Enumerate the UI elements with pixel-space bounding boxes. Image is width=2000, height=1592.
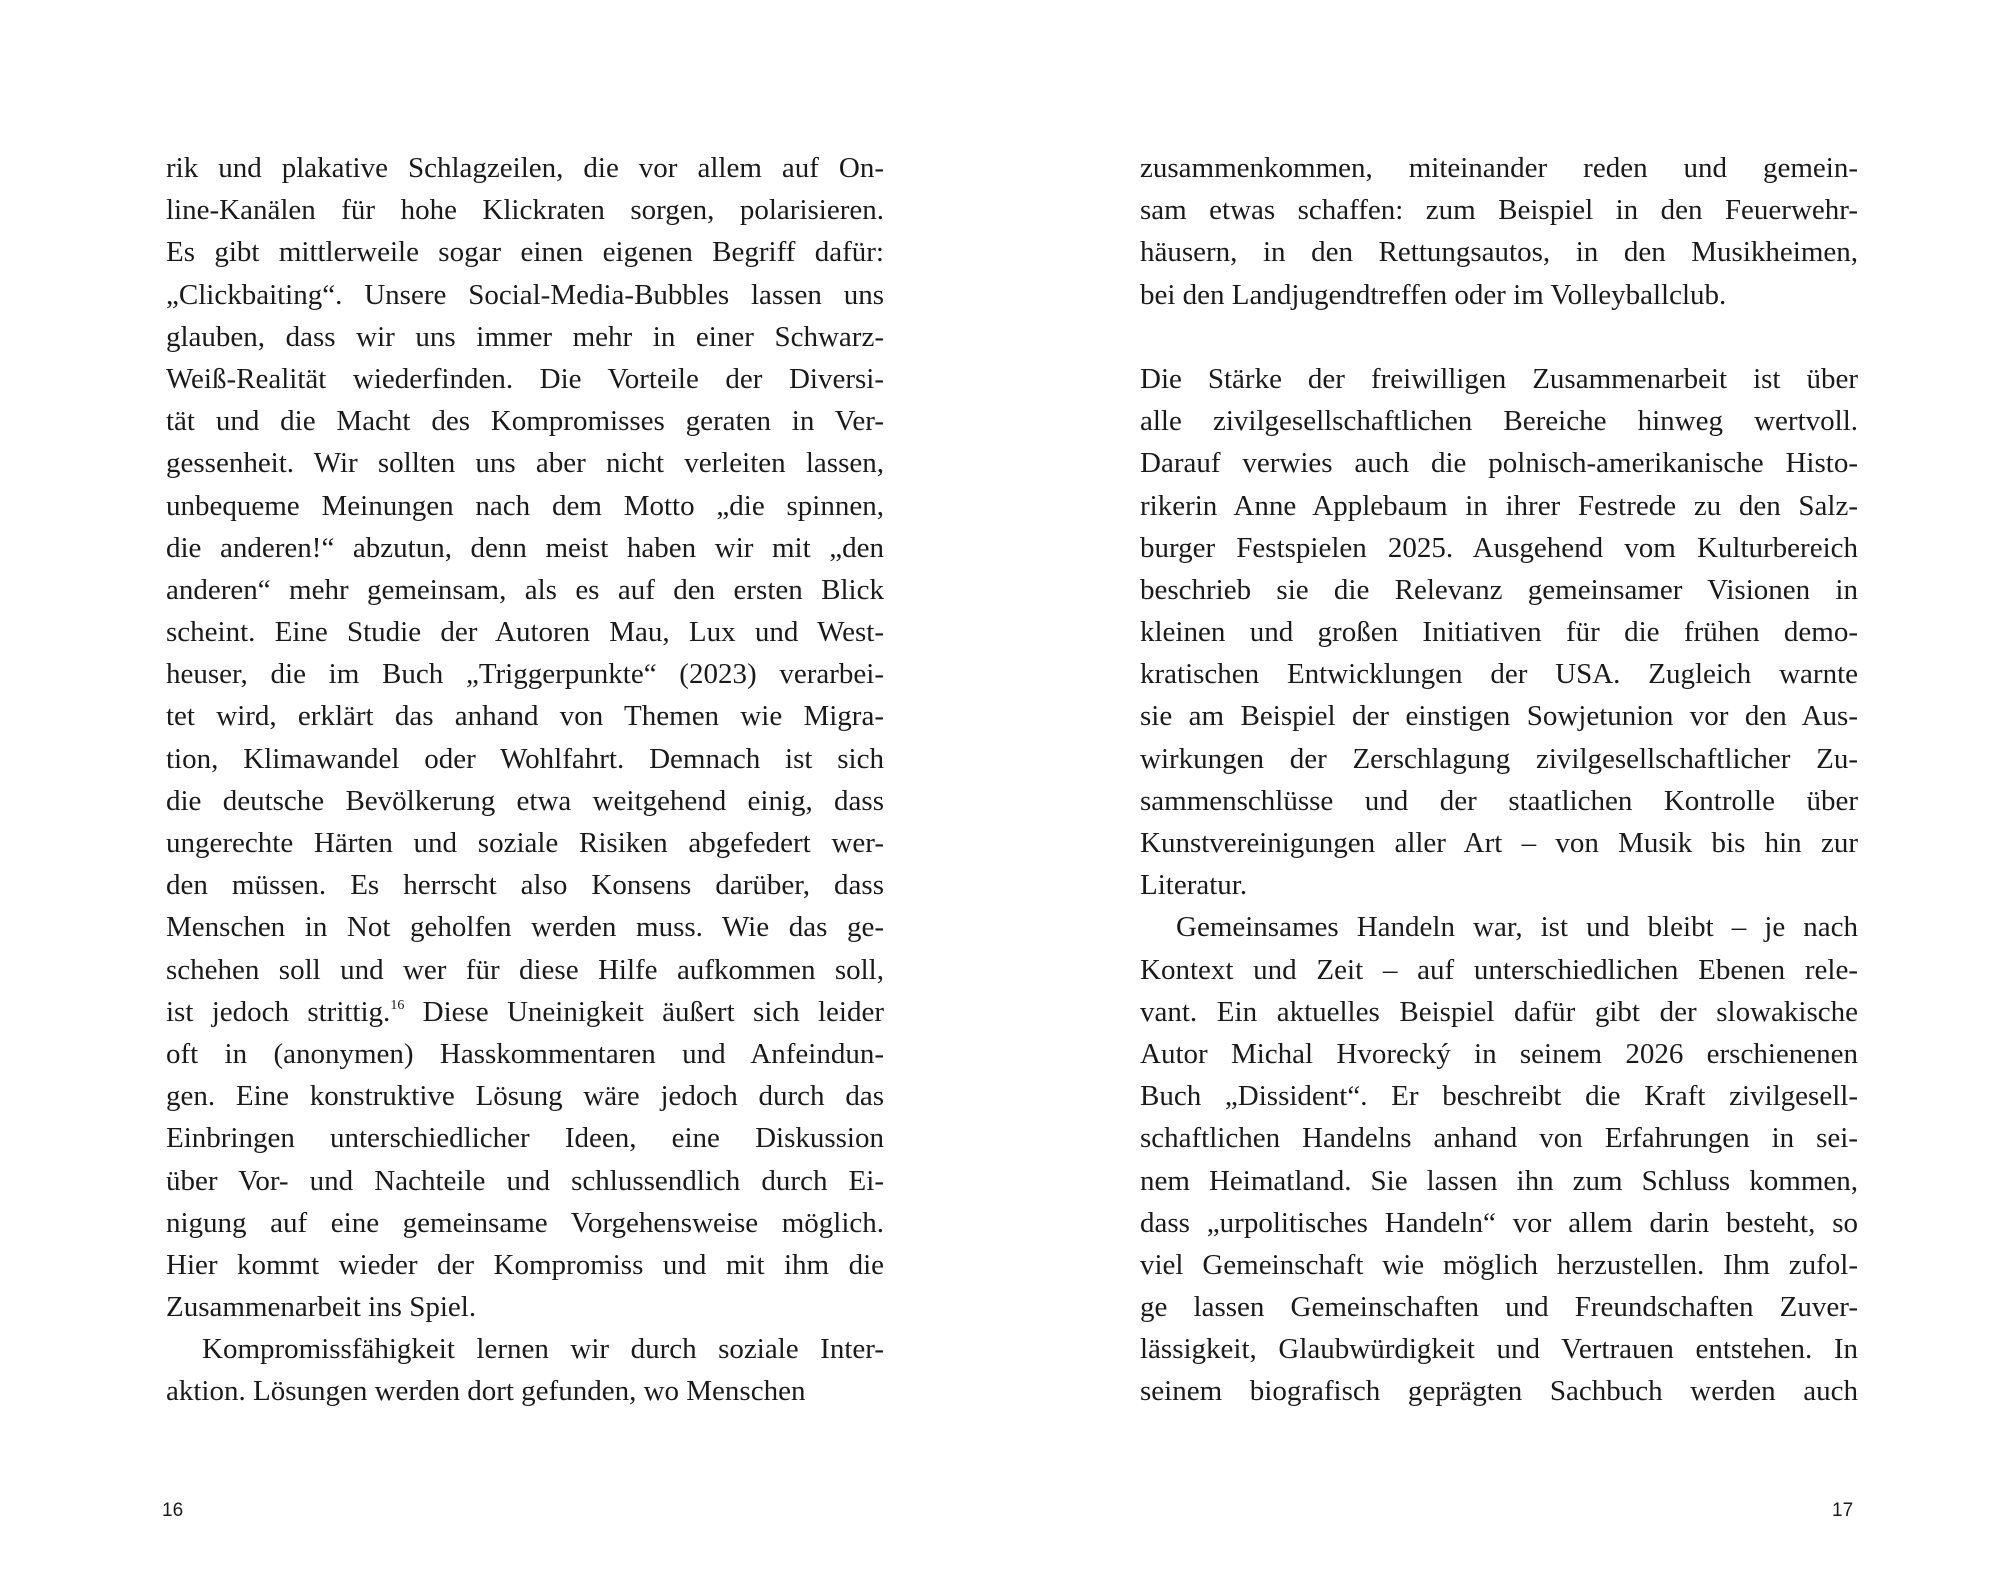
text-line: vant. Ein aktuelles Beispiel dafür gibt der slowakische xyxy=(1140,995,1858,1028)
text-line: Autor Michal Hvorecký in seinem 2026 erschienenen xyxy=(1140,1037,1858,1070)
text-line: Hier kommt wieder der Kompromiss und mit ihm die xyxy=(166,1248,884,1281)
text-line: Es gibt mittlerweile sogar einen eigenen Begriff dafür: xyxy=(166,236,884,269)
text-line: unbequeme Meinungen nach dem Motto „die spinnen, xyxy=(166,489,884,522)
text-line: zusammenkommen, miteinander reden und gemein- xyxy=(1140,152,1858,184)
text-line: häusern, in den Rettungsautos, in den Musikheimen, xyxy=(1140,236,1858,269)
text-line: line-Kanälen für hohe Klickraten sorgen, polarisieren. xyxy=(166,194,884,227)
text-line: kleinen und großen Initiativen für die frühen demo- xyxy=(1140,616,1858,649)
page-number: 16 xyxy=(162,1500,184,1521)
text-line: die deutsche Bevölkerung etwa weitgehend einig, dass xyxy=(166,784,884,817)
text-line: ge lassen Gemeinschaften und Freundschaften Zuver- xyxy=(1140,1291,1858,1324)
text-line: tion, Klimawandel oder Wohlfahrt. Demnach ist sich xyxy=(166,742,884,775)
text-line: alle zivilgesellschaftlichen Bereiche hinweg wertvoll. xyxy=(1140,405,1858,438)
footnote-reference[interactable]: 16 xyxy=(390,997,405,1013)
text-line: Die Stärke der freiwilligen Zusammenarbeit ist über xyxy=(1140,362,1858,395)
text-line: aktion. Lösungen werden dort gefunden, wo Menschen xyxy=(166,1375,806,1408)
text-line: Kontext und Zeit – auf unterschiedlichen Ebenen rele- xyxy=(1140,953,1858,986)
section-gap xyxy=(1140,316,1858,358)
right-page-text xyxy=(1140,147,1858,1413)
text-line: beschrieb sie die Relevanz gemeinsamer Visionen in xyxy=(1140,573,1858,606)
text-line: sam etwas schaffen: zum Beispiel in den Feuerwehr- xyxy=(1140,194,1858,227)
text-line: ungerechte Härten und soziale Risiken abgefedert wer- xyxy=(166,827,884,859)
text-line: „Clickbaiting“. Unsere Social-Media-Bubbles lassen uns xyxy=(166,278,884,311)
text-line: nigung auf eine gemeinsame Vorgehensweise möglich. xyxy=(166,1206,884,1239)
text-line: Menschen in Not geholfen werden muss. Wie das ge- xyxy=(166,911,884,944)
text-line: Gemeinsames Handeln war, ist und bleibt – je nach xyxy=(1176,911,1858,944)
left-page-text xyxy=(166,147,884,1413)
text-line: glauben, dass wir uns immer mehr in einer Schwarz- xyxy=(166,320,884,353)
text-line: dass „urpolitisches Handeln“ vor allem darin besteht, so xyxy=(1140,1206,1858,1239)
text-line: Kompromissfähigkeit lernen wir durch soziale Inter- xyxy=(202,1333,884,1366)
text-line: den müssen. Es herrscht also Konsens darüber, dass xyxy=(166,869,884,902)
text-line: sammenschlüsse und der staatlichen Kontrolle über xyxy=(1140,784,1858,817)
text-line: Buch „Dissident“. Er beschreibt die Kraft zivilgesell- xyxy=(1140,1080,1858,1113)
text-line: rikerin Anne Applebaum in ihrer Festrede zu den Salz- xyxy=(1140,489,1858,522)
text-line: tet wird, erklärt das anhand von Themen wie Migra- xyxy=(166,700,884,733)
text-line: die anderen!“ abzutun, denn meist haben wir mit „den xyxy=(166,531,884,564)
footnote-line-before: ist jedoch strittig. xyxy=(166,995,391,1028)
right-page xyxy=(1000,0,2000,1592)
page-number: 17 xyxy=(1832,1500,1854,1521)
text-line: rik und plakative Schlagzeilen, die vor allem auf On- xyxy=(166,152,884,184)
text-line: gen. Eine konstruktive Lösung wäre jedoch durch das xyxy=(166,1080,884,1113)
text-line-with-footnote xyxy=(166,991,884,1033)
text-line: schehen soll und wer für diese Hilfe aufkommen soll, xyxy=(166,953,884,986)
footnote-line-after: Diese Uneinigkeit äußert sich leider xyxy=(404,995,884,1028)
text-line: scheint. Eine Studie der Autoren Mau, Lux und West- xyxy=(166,616,884,649)
text-line: Zusammenarbeit ins Spiel. xyxy=(166,1291,477,1324)
text-line: nem Heimatland. Sie lassen ihn zum Schluss kommen, xyxy=(1140,1164,1858,1197)
text-line: seinem biografisch geprägten Sachbuch werden auch xyxy=(1140,1375,1858,1408)
text-line: lässigkeit, Glaubwürdigkeit und Vertrauen entstehen. In xyxy=(1140,1333,1858,1366)
text-line: viel Gemeinschaft wie möglich herzustellen. Ihm zufol- xyxy=(1140,1248,1858,1281)
text-line: tät und die Macht des Kompromisses geraten in Ver- xyxy=(166,405,884,438)
text-line: oft in (anonymen) Hasskommentaren und Anfeindun- xyxy=(166,1037,884,1070)
text-line: schaftlichen Handelns anhand von Erfahrungen in sei- xyxy=(1140,1122,1858,1155)
text-line: bei den Landjugendtreffen oder im Volleyballclub. xyxy=(1140,278,1727,311)
text-line: Literatur. xyxy=(1140,869,1248,902)
text-line: Weiß-Realität wiederfinden. Die Vorteile der Diversi- xyxy=(166,362,884,395)
text-line: Einbringen unterschiedlicher Ideen, eine Diskussion xyxy=(166,1122,884,1155)
text-line: gessenheit. Wir sollten uns aber nicht verleiten lassen, xyxy=(166,447,884,480)
text-line: heuser, die im Buch „Triggerpunkte“ (2023) verarbei- xyxy=(166,658,884,691)
text-line: anderen“ mehr gemeinsam, als es auf den ersten Blick xyxy=(166,573,884,606)
text-line: kratischen Entwicklungen der USA. Zugleich warnte xyxy=(1140,658,1858,691)
text-line: Kunstvereinigungen aller Art – von Musik bis hin zur xyxy=(1140,827,1858,859)
text-line: über Vor- und Nachteile und schlussendlich durch Ei- xyxy=(166,1164,884,1197)
text-line: sie am Beispiel der einstigen Sowjetunion vor den Aus- xyxy=(1140,700,1858,733)
text-line: Darauf verwies auch die polnisch-amerikanische Histo- xyxy=(1140,447,1858,480)
text-line: burger Festspielen 2025. Ausgehend vom Kulturbereich xyxy=(1140,531,1858,564)
text-line: wirkungen der Zerschlagung zivilgesellschaftlicher Zu- xyxy=(1140,742,1858,775)
